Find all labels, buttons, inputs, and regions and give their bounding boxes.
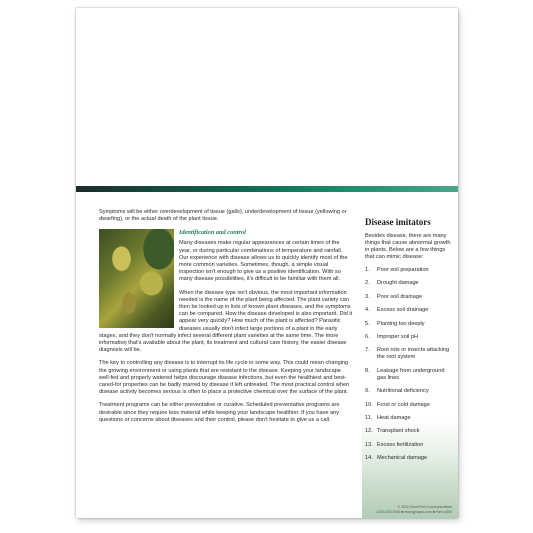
list-item-label: Heat damage: [377, 414, 411, 421]
list-item-label: Drought damage: [377, 280, 419, 287]
list-item: [365, 455, 454, 462]
list-item-number: 12.: [365, 428, 373, 435]
list-item-number: 14.: [365, 455, 373, 462]
list-item: [365, 334, 454, 341]
disease-imitators-sidebar: [362, 209, 458, 518]
list-item-number: 2.: [365, 280, 370, 287]
list-item-label: Nutritional deficiency: [377, 388, 429, 395]
list-item-label: Root rots or insects attacking the root system: [377, 347, 450, 361]
list-item: [365, 402, 454, 409]
copyright-line: © 2000 Good Print Communications: [397, 505, 452, 510]
list-item-number: 3.: [365, 293, 370, 300]
sidebar-title: Disease imitators: [365, 217, 431, 227]
body-paragraph-3: The key to controlling any disease is to interrupt its life cycle in some way. This could mean changing the growing environment or using plants that are resistant to the disease. Keeping your landscape well-fed and properly watered helps discourage disease infections, but even the healthiest and best-cared-for properties can be badly marred by disease if left untreated. The most practical control when disease activity becomes serious is often to place a protective chemical over the surface of the plant.: [99, 360, 350, 396]
list-item-number: 6.: [365, 333, 370, 340]
list-item-label: Excess soil drainage: [377, 307, 429, 314]
list-item-label: Planting too deeply: [377, 320, 425, 327]
list-item-number: 13.: [365, 441, 373, 448]
contact-line: 1-800-525-9000 ■ www.gpcspro.com ■ Form #250: [376, 509, 452, 514]
main-column: [99, 209, 353, 430]
list-item-number: 11.: [365, 414, 373, 421]
sidebar-intro: Besides disease, there are many things that cause abnormal growth in plants. Below are a few things that can mimic disease:: [365, 233, 451, 260]
list-item-number: 7.: [365, 347, 370, 354]
list-item-label: Transplant shock: [377, 428, 420, 435]
list-item-number: 10.: [365, 401, 373, 408]
list-item-number: 1.: [365, 267, 370, 273]
header-color-bar: [76, 186, 458, 192]
list-item: [365, 415, 454, 422]
list-item-number: 5.: [365, 320, 370, 327]
body-paragraph-2: When the disease type isn't obvious, the most important information needed is the name of the plant being affected. The plant variety can then be looked up in lists of known plant diseases, and the symptoms can be compared. How the disease developed is also important. Did it appear very quickly? How much of the plant is affected? Parasitic diseases usually don't infect large portions of a plant in the early stages, and they don't normally infect several different plant varieties at the same time. The more information that's available about the plant, its treatment and cultural care history, the easier disease diagnosis will be.: [99, 289, 353, 354]
list-item-number: 9.: [365, 388, 370, 395]
list-item-label: Poor soil drainage: [377, 293, 423, 300]
list-item-label: Leakage from underground gas lines: [377, 367, 445, 381]
imitators-list: [362, 267, 458, 462]
list-item-label: Improper soil pH: [377, 333, 419, 340]
intro-paragraph: Symptoms will be either overdevelopment of tissue (galls), underdevelopment of tissue (yellowing or dwarfing), or the actual death of the plant tissue.: [99, 209, 347, 223]
body-paragraph-4: Treatment programs can be either preventative or curative. Scheduled preventative programs are desirable since they require less material while keeping your landscape healthier. If you have any questions or concerns about diseases and their control, please don't hesitate to give us a call.: [99, 402, 340, 423]
list-item: [365, 307, 454, 314]
list-item-number: 4.: [365, 307, 370, 314]
list-item-number: 8.: [365, 367, 370, 374]
list-item: [365, 280, 454, 287]
list-item: [365, 294, 454, 301]
list-item: [365, 428, 454, 435]
list-item-label: Frost or cold damage: [377, 401, 430, 408]
section-subheading: Identification and control: [179, 229, 246, 237]
list-item: [365, 267, 454, 274]
list-item-label: Mechanical damage: [377, 455, 428, 462]
copyright-footer: [376, 505, 452, 514]
list-item: [365, 321, 454, 328]
list-item: [365, 368, 454, 382]
diseased-leaf-photo: [99, 229, 174, 328]
document-page: [76, 8, 458, 518]
list-item-label: Poor soil preparation: [377, 267, 429, 273]
list-item: [365, 442, 454, 449]
list-item: [365, 388, 454, 395]
body-paragraph-1: Many diseases make regular appearances at certain times of the year, or during particular combinations of temperature and rainfall. Our experience with disease allows us to quickly identify most of the more common varieties. Sometimes, though, a simple visual inspection isn't enough to give us a positive identification. With so many disease possibilities, it's difficult to be familiar with them all.: [179, 240, 348, 283]
list-item-label: Excess fertilization: [377, 441, 424, 448]
list-item: [365, 347, 454, 361]
